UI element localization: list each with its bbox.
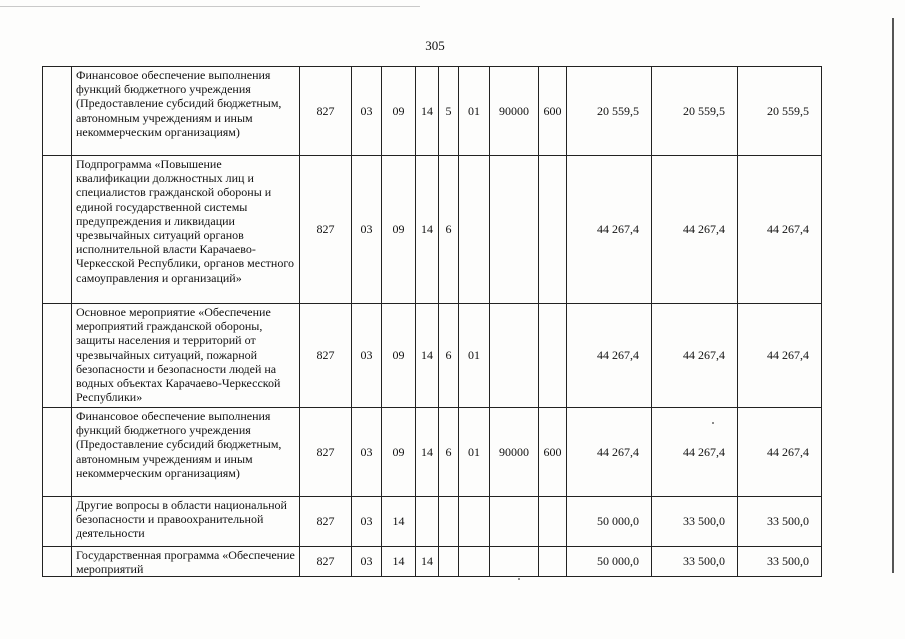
sum-year-3: 33 500,0 [738, 497, 822, 547]
section-code: 03 [352, 67, 382, 156]
sum-year-2: 44 267,4 [652, 304, 738, 408]
subsection-code: 09 [382, 304, 416, 408]
sum-year-1: 44 267,4 [567, 304, 652, 408]
page-number: 305 [425, 38, 445, 53]
sum-year-1: 20 559,5 [567, 67, 652, 156]
sum-year-1: 44 267,4 [567, 156, 652, 304]
ministry-code: 827 [300, 304, 352, 408]
expense-type-code [539, 156, 567, 304]
subsection-code: 14 [382, 547, 416, 577]
table-row [43, 156, 822, 304]
item-name: Подпрограмма «Повышение квалификации должностных лиц и специалистов гражданской обороны и единой государственной системы предупреждения и ликвидации чрезвычайных ситуаций органов исполнительной власти Карачаево-Черкесской Республики, органов местного самоуправления и организаций» [72, 156, 300, 304]
sum-year-1: 50 000,0 [567, 547, 652, 577]
subsection-code: 09 [382, 408, 416, 497]
program-code: 14 [416, 304, 439, 408]
item-name: Основное мероприятие «Обеспечение мероприятий гражданской обороны, защиты населения и территорий от чрезвычайных ситуаций, пожарной безопасности и безопасности людей на водных объектах Карачаево-Черкесской Республики» [72, 304, 300, 408]
sum-year-3: 44 267,4 [738, 408, 822, 497]
direction-code [490, 547, 539, 577]
program-code: 14 [416, 408, 439, 497]
section-code: 03 [352, 408, 382, 497]
direction-code [490, 156, 539, 304]
sum-year-3: 44 267,4 [738, 304, 822, 408]
row-number-cell [43, 408, 72, 497]
event-code: 01 [459, 408, 490, 497]
table-row [43, 304, 822, 408]
item-name: Финансовое обеспечение выполнения функций бюджетного учреждения (Предоставление субсидий бюджетным, автономным учреждениям и иным некоммерческим организациям) [72, 408, 300, 497]
sum-year-1: 50 000,0 [567, 497, 652, 547]
item-name: Государственная программа «Обеспечение мероприятий [72, 547, 300, 577]
sum-year-2: 33 500,0 [652, 497, 738, 547]
subprogram-code: 5 [439, 67, 459, 156]
sum-year-2: 44 267,4 [652, 156, 738, 304]
row-number-cell [43, 156, 72, 304]
subprogram-code: 6 [439, 408, 459, 497]
subprogram-code: 6 [439, 304, 459, 408]
section-code: 03 [352, 156, 382, 304]
budget-table [42, 66, 822, 577]
expense-type-code: 600 [539, 67, 567, 156]
expense-type-code [539, 547, 567, 577]
row-number-cell [43, 547, 72, 577]
direction-code: 90000 [490, 67, 539, 156]
subprogram-code [439, 547, 459, 577]
row-number-cell [43, 497, 72, 547]
sum-year-3: 33 500,0 [738, 547, 822, 577]
table-row [43, 497, 822, 547]
sum-year-3: 20 559,5 [738, 67, 822, 156]
direction-code [490, 304, 539, 408]
ministry-code: 827 [300, 67, 352, 156]
program-code: 14 [416, 67, 439, 156]
direction-code: 90000 [490, 408, 539, 497]
ministry-code: 827 [300, 497, 352, 547]
subsection-code: 09 [382, 67, 416, 156]
ministry-code: 827 [300, 156, 352, 304]
ministry-code: 827 [300, 408, 352, 497]
event-code: 01 [459, 304, 490, 408]
section-code: 03 [352, 304, 382, 408]
expense-type-code: 600 [539, 408, 567, 497]
section-code: 03 [352, 547, 382, 577]
sum-year-3: 44 267,4 [738, 156, 822, 304]
subsection-code: 09 [382, 156, 416, 304]
program-code [416, 497, 439, 547]
event-code [459, 156, 490, 304]
direction-code [490, 497, 539, 547]
table-row [43, 67, 822, 156]
scan-speck [518, 578, 520, 580]
section-code: 03 [352, 497, 382, 547]
event-code [459, 497, 490, 547]
program-code: 14 [416, 156, 439, 304]
table-row [43, 408, 822, 497]
sum-year-1: 44 267,4 [567, 408, 652, 497]
sum-year-2: 44 267,4 [652, 408, 738, 497]
subprogram-code [439, 497, 459, 547]
table-row [43, 547, 822, 577]
expense-type-code [539, 497, 567, 547]
program-code: 14 [416, 547, 439, 577]
item-name: Другие вопросы в области национальной безопасности и правоохранительной деятельности [72, 497, 300, 547]
sum-year-2: 20 559,5 [652, 67, 738, 156]
expense-type-code [539, 304, 567, 408]
subprogram-code: 6 [439, 156, 459, 304]
event-code: 01 [459, 67, 490, 156]
sum-year-2: 33 500,0 [652, 547, 738, 577]
ministry-code: 827 [300, 547, 352, 577]
subsection-code: 14 [382, 497, 416, 547]
item-name: Финансовое обеспечение выполнения функций бюджетного учреждения (Предоставление субсидий бюджетным, автономным учреждениям и иным некоммерческим организациям) [72, 67, 300, 156]
row-number-cell [43, 304, 72, 408]
row-number-cell [43, 67, 72, 156]
scan-edge-shadow [892, 18, 894, 573]
scan-artifact-line [0, 6, 420, 7]
event-code [459, 547, 490, 577]
